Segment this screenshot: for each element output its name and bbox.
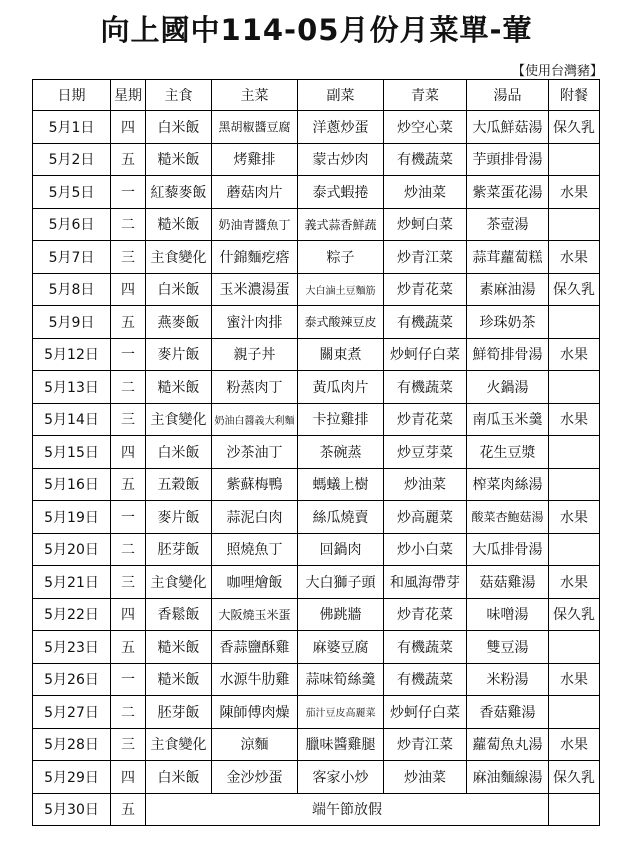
weekday-cell: 一	[111, 501, 146, 534]
main-dish-cell: 玉米濃湯蛋	[212, 273, 298, 306]
weekday-cell: 五	[111, 143, 146, 176]
main-dish-cell: 涼麵	[212, 728, 298, 761]
table-row	[33, 176, 600, 209]
soup-cell: 茶壺湯	[467, 208, 549, 241]
table-row	[33, 273, 600, 306]
side-dish-cell: 卡拉雞排	[298, 403, 384, 436]
main-dish-cell: 粉蒸肉丁	[212, 371, 298, 404]
vegetable-cell: 和風海帶芽	[384, 566, 467, 599]
side-dish-cell: 客家小炒	[298, 761, 384, 794]
header-weekday: 星期	[111, 80, 146, 111]
date-cell: 5月9日	[33, 306, 111, 339]
vegetable-cell: 炒油菜	[384, 468, 467, 501]
extra-cell: 水果	[549, 728, 600, 761]
vegetable-cell: 炒豆芽菜	[384, 436, 467, 469]
extra-cell	[549, 143, 600, 176]
table-row	[33, 631, 600, 664]
header-vegetable: 青菜	[384, 80, 467, 111]
staple-cell: 香鬆飯	[146, 598, 212, 631]
soup-cell: 大瓜排骨湯	[467, 533, 549, 566]
date-cell: 5月26日	[33, 663, 111, 696]
side-dish-cell: 洋蔥炒蛋	[298, 111, 384, 144]
extra-cell: 水果	[549, 566, 600, 599]
extra-cell: 保久乳	[549, 111, 600, 144]
side-dish-cell: 臘味醬雞腿	[298, 728, 384, 761]
weekday-cell: 二	[111, 208, 146, 241]
vegetable-cell: 炒青花菜	[384, 598, 467, 631]
weekday-cell: 五	[111, 793, 146, 826]
main-dish-cell: 沙茶油丁	[212, 436, 298, 469]
table-row	[33, 598, 600, 631]
table-row	[33, 566, 600, 599]
table-row	[33, 663, 600, 696]
table-row	[33, 728, 600, 761]
vegetable-cell: 炒高麗菜	[384, 501, 467, 534]
extra-cell: 水果	[549, 241, 600, 274]
main-dish-cell: 親子丼	[212, 338, 298, 371]
main-dish-cell: 黑胡椒醬豆腐	[212, 111, 298, 144]
table-row	[33, 501, 600, 534]
date-cell: 5月1日	[33, 111, 111, 144]
soup-cell: 紫菜蛋花湯	[467, 176, 549, 209]
extra-cell: 水果	[549, 501, 600, 534]
side-dish-cell: 螞蟻上樹	[298, 468, 384, 501]
weekday-cell: 一	[111, 663, 146, 696]
extra-cell	[549, 436, 600, 469]
date-cell: 5月19日	[33, 501, 111, 534]
extra-cell	[549, 468, 600, 501]
vegetable-cell: 炒小白菜	[384, 533, 467, 566]
side-dish-cell: 粽子	[298, 241, 384, 274]
date-cell: 5月12日	[33, 338, 111, 371]
soup-cell: 珍珠奶茶	[467, 306, 549, 339]
soup-cell: 火鍋湯	[467, 371, 549, 404]
side-dish-cell: 回鍋肉	[298, 533, 384, 566]
staple-cell: 紅藜麥飯	[146, 176, 212, 209]
main-dish-cell: 烤雞排	[212, 143, 298, 176]
extra-cell	[549, 631, 600, 664]
holiday-row	[33, 793, 600, 826]
main-dish-cell: 照燒魚丁	[212, 533, 298, 566]
staple-cell: 白米飯	[146, 273, 212, 306]
side-dish-cell: 大白滷土豆麵筋	[298, 273, 384, 306]
soup-cell: 芋頭排骨湯	[467, 143, 549, 176]
date-cell: 5月16日	[33, 468, 111, 501]
main-dish-cell: 紫蘇梅鴨	[212, 468, 298, 501]
vegetable-cell: 炒青江菜	[384, 728, 467, 761]
table-row	[33, 208, 600, 241]
header-extra: 附餐	[549, 80, 600, 111]
date-cell: 5月22日	[33, 598, 111, 631]
date-cell: 5月15日	[33, 436, 111, 469]
main-dish-cell: 金沙炒蛋	[212, 761, 298, 794]
side-dish-cell: 黃瓜肉片	[298, 371, 384, 404]
extra-cell	[549, 306, 600, 339]
side-dish-cell: 義式蒜香鮮蔬	[298, 208, 384, 241]
weekday-cell: 五	[111, 306, 146, 339]
side-dish-cell: 泰式酸辣豆皮	[298, 306, 384, 339]
staple-cell: 糙米飯	[146, 631, 212, 664]
date-cell: 5月20日	[33, 533, 111, 566]
side-dish-cell: 大白獅子頭	[298, 566, 384, 599]
main-dish-cell: 蜜汁肉排	[212, 306, 298, 339]
staple-cell: 麥片飯	[146, 338, 212, 371]
table-row	[33, 111, 600, 144]
staple-cell: 五穀飯	[146, 468, 212, 501]
weekday-cell: 一	[111, 176, 146, 209]
date-cell: 5月23日	[33, 631, 111, 664]
table-header-row	[33, 80, 600, 111]
main-dish-cell: 香蒜鹽酥雞	[212, 631, 298, 664]
date-cell: 5月21日	[33, 566, 111, 599]
date-cell: 5月8日	[33, 273, 111, 306]
soup-cell: 米粉湯	[467, 663, 549, 696]
weekday-cell: 二	[111, 371, 146, 404]
side-dish-cell: 茄汁豆皮高麗菜	[298, 696, 384, 729]
table-row	[33, 761, 600, 794]
table-row	[33, 468, 600, 501]
main-dish-cell: 蒜泥白肉	[212, 501, 298, 534]
header-main-dish: 主菜	[212, 80, 298, 111]
staple-cell: 白米飯	[146, 436, 212, 469]
side-dish-cell: 佛跳牆	[298, 598, 384, 631]
soup-cell: 南瓜玉米羹	[467, 403, 549, 436]
header-date: 日期	[33, 80, 111, 111]
vegetable-cell: 炒蚵白菜	[384, 208, 467, 241]
weekday-cell: 二	[111, 533, 146, 566]
vegetable-cell: 炒蚵仔白菜	[384, 696, 467, 729]
weekday-cell: 四	[111, 598, 146, 631]
side-dish-cell: 麻婆豆腐	[298, 631, 384, 664]
vegetable-cell: 有機蔬菜	[384, 663, 467, 696]
main-dish-cell: 水源牛肋雞	[212, 663, 298, 696]
table-row	[33, 533, 600, 566]
weekday-cell: 三	[111, 241, 146, 274]
soup-cell: 榨菜肉絲湯	[467, 468, 549, 501]
vegetable-cell: 有機蔬菜	[384, 306, 467, 339]
table-row	[33, 306, 600, 339]
weekday-cell: 三	[111, 403, 146, 436]
extra-cell	[549, 793, 600, 826]
table-row	[33, 436, 600, 469]
weekday-cell: 四	[111, 111, 146, 144]
staple-cell: 燕麥飯	[146, 306, 212, 339]
date-cell: 5月5日	[33, 176, 111, 209]
soup-cell: 素麻油湯	[467, 273, 549, 306]
vegetable-cell: 炒青花菜	[384, 273, 467, 306]
vegetable-cell: 炒油菜	[384, 176, 467, 209]
weekday-cell: 二	[111, 696, 146, 729]
weekday-cell: 三	[111, 566, 146, 599]
staple-cell: 主食變化	[146, 566, 212, 599]
header-soup: 湯品	[467, 80, 549, 111]
staple-cell: 糙米飯	[146, 371, 212, 404]
extra-cell: 水果	[549, 663, 600, 696]
side-dish-cell: 茶碗蒸	[298, 436, 384, 469]
extra-cell: 保久乳	[549, 598, 600, 631]
main-dish-cell: 陳師傅肉燥	[212, 696, 298, 729]
date-cell: 5月30日	[33, 793, 111, 826]
date-cell: 5月14日	[33, 403, 111, 436]
soup-cell: 麻油麵線湯	[467, 761, 549, 794]
extra-cell	[549, 371, 600, 404]
table-row	[33, 241, 600, 274]
weekday-cell: 五	[111, 631, 146, 664]
vegetable-cell: 有機蔬菜	[384, 631, 467, 664]
page-title: 向上國中114-05月份月菜單-葷	[100, 13, 533, 47]
weekday-cell: 一	[111, 338, 146, 371]
staple-cell: 白米飯	[146, 111, 212, 144]
staple-cell: 主食變化	[146, 728, 212, 761]
extra-cell	[549, 208, 600, 241]
staple-cell: 白米飯	[146, 761, 212, 794]
table-row	[33, 371, 600, 404]
main-dish-cell: 蘑菇肉片	[212, 176, 298, 209]
date-cell: 5月29日	[33, 761, 111, 794]
table-row	[33, 143, 600, 176]
main-dish-cell: 什錦麵疙瘩	[212, 241, 298, 274]
table-row	[33, 403, 600, 436]
soup-cell: 蒜茸蘿蔔糕	[467, 241, 549, 274]
menu-table	[32, 79, 600, 826]
staple-cell: 糙米飯	[146, 208, 212, 241]
staple-cell: 胚芽飯	[146, 696, 212, 729]
date-cell: 5月28日	[33, 728, 111, 761]
date-cell: 5月13日	[33, 371, 111, 404]
soup-cell: 大瓜鮮菇湯	[467, 111, 549, 144]
staple-cell: 麥片飯	[146, 501, 212, 534]
header-staple: 主食	[146, 80, 212, 111]
date-cell: 5月7日	[33, 241, 111, 274]
date-cell: 5月27日	[33, 696, 111, 729]
main-dish-cell: 奶油白醬義大利麵	[212, 403, 298, 436]
header-side-dish: 副菜	[298, 80, 384, 111]
soup-cell: 酸菜杏鮑菇湯	[467, 501, 549, 534]
side-dish-cell: 蒜味筍絲羹	[298, 663, 384, 696]
soup-cell: 雙豆湯	[467, 631, 549, 664]
extra-cell: 保久乳	[549, 273, 600, 306]
table-row	[33, 338, 600, 371]
side-dish-cell: 絲瓜燒賣	[298, 501, 384, 534]
extra-cell	[549, 533, 600, 566]
staple-cell: 主食變化	[146, 241, 212, 274]
weekday-cell: 四	[111, 436, 146, 469]
soup-cell: 菇菇雞湯	[467, 566, 549, 599]
staple-cell: 胚芽飯	[146, 533, 212, 566]
soup-cell: 鮮筍排骨湯	[467, 338, 549, 371]
extra-cell: 保久乳	[549, 761, 600, 794]
weekday-cell: 四	[111, 273, 146, 306]
extra-cell: 水果	[549, 338, 600, 371]
vegetable-cell: 有機蔬菜	[384, 371, 467, 404]
vegetable-cell: 炒空心菜	[384, 111, 467, 144]
main-dish-cell: 奶油青醬魚丁	[212, 208, 298, 241]
extra-cell: 水果	[549, 403, 600, 436]
staple-cell: 主食變化	[146, 403, 212, 436]
vegetable-cell: 炒油菜	[384, 761, 467, 794]
soup-cell: 蘿蔔魚丸湯	[467, 728, 549, 761]
staple-cell: 糙米飯	[146, 663, 212, 696]
vegetable-cell: 炒蚵仔白菜	[384, 338, 467, 371]
date-cell: 5月2日	[33, 143, 111, 176]
pork-origin-note: 【使用台灣豬】	[511, 64, 603, 79]
soup-cell: 花生豆漿	[467, 436, 549, 469]
side-dish-cell: 蒙古炒肉	[298, 143, 384, 176]
date-cell: 5月6日	[33, 208, 111, 241]
extra-cell: 水果	[549, 176, 600, 209]
side-dish-cell: 關東煮	[298, 338, 384, 371]
vegetable-cell: 有機蔬菜	[384, 143, 467, 176]
holiday-cell: 端午節放假	[146, 793, 549, 826]
weekday-cell: 五	[111, 468, 146, 501]
extra-cell	[549, 696, 600, 729]
side-dish-cell: 泰式蝦捲	[298, 176, 384, 209]
table-row	[33, 696, 600, 729]
main-dish-cell: 大阪燒玉米蛋	[212, 598, 298, 631]
soup-cell: 香菇雞湯	[467, 696, 549, 729]
soup-cell: 味噌湯	[467, 598, 549, 631]
vegetable-cell: 炒青花菜	[384, 403, 467, 436]
main-dish-cell: 咖哩燴飯	[212, 566, 298, 599]
weekday-cell: 三	[111, 728, 146, 761]
staple-cell: 糙米飯	[146, 143, 212, 176]
vegetable-cell: 炒青江菜	[384, 241, 467, 274]
weekday-cell: 四	[111, 761, 146, 794]
